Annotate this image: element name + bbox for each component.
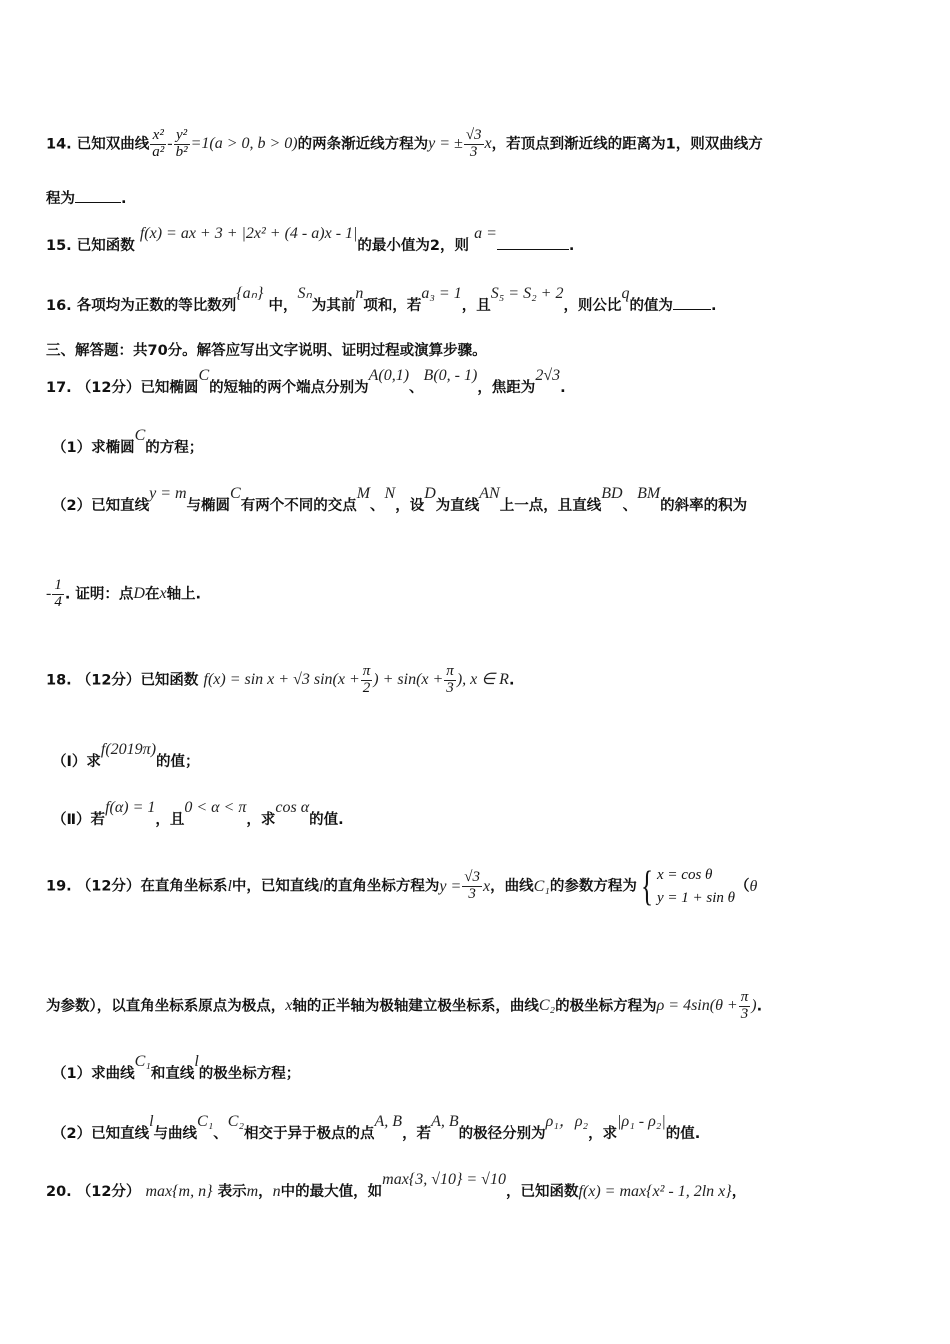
question-19-part-2: （2）已知直线l与曲线C₁、C₂相交于异于极点的点A, B，若A, B的极径分别为ρ₁，ρ₂，求|ρ₁ - ρ₂|的值.	[52, 1113, 701, 1142]
question-14: 14. 已知双曲线 $\frac{\text{x²}}{\text{a²}}$ - $\frac{\text{y²}}{\text{b²}}$ =1(a > 0, b > 0)的两条渐近线方程为y = ± $\frac{√3}{3}$ x，若顶点到渐近线的距离为1，则双曲线方	[46, 127, 763, 160]
question-18: 18. （12分）已知函数 f(x) = sin x + √3 sin(x + $\frac{\pi}{2}$ ) + sin(x + $\frac{\pi}{3}$ ), x ∈ R.	[46, 663, 515, 696]
function-expression: f(x) = ax + 3 + |2x² + (4 - a)x - 1|	[139, 225, 358, 242]
question-19-part-1: （1）求曲线C₁和直线l的极坐标方程；	[52, 1053, 301, 1082]
question-19-cont: 为参数），以直角坐标系原点为极点，x轴的正半轴为极轴建立极坐标系，曲线C₂的极坐标方程为ρ = 4sin(θ + $\frac{\pi}{3}$ ).	[46, 989, 763, 1022]
question-19: 19. （12分）在直角坐标系l中，已知直线l的直角坐标方程为y = $\frac{√3}{3}$ x，曲线C₁的参数方程为{ x = cos θ y = 1 + sin θ （θ	[46, 863, 758, 910]
function-expression: f(x) = max{x² - 1, 2ln x}	[578, 1183, 732, 1200]
hyperbola-condition: =1(a > 0, b > 0)	[190, 135, 298, 153]
slope-product-fraction: $\frac{1}{4}$	[54, 577, 62, 610]
question-17-part-1: （1）求椭圆C的方程；	[52, 427, 204, 456]
parametric-system: x = cos θ y = 1 + sin θ	[657, 867, 736, 906]
hyperbola-x-term: $\frac{\text{x²}}{\text{a²}}$	[152, 127, 165, 160]
question-14-cont: 程为 .	[46, 191, 127, 207]
question-17: 17. （12分）已知椭圆C的短轴的两个端点分别为A(0,1)、B(0, - 1)，焦距为2√3.	[46, 367, 566, 396]
question-17-part-2: （2）已知直线y = m与椭圆C有两个不同的交点M、N，设D为直线AN上一点，且直线BD、BM的斜率的积为	[52, 485, 748, 514]
hyperbola-y-term: $\frac{\text{y²}}{\text{b²}}$	[175, 127, 188, 160]
question-18-part-1: （Ⅰ）求f(2019π)的值；	[52, 741, 200, 770]
question-16: 16. 各项均为正数的等比数列{aₙ} 中，Sₙ为其前n项和，若a₃ = 1，且S₅ = S₂ + 2，则公比q的值为 .	[46, 285, 717, 314]
answer-blank[interactable]	[673, 308, 711, 310]
answer-blank[interactable]	[497, 248, 569, 250]
question-20: 20. （12分） max{m, n} 表示m，n中的最大值，如max{3, √10} = √10，已知函数f(x) = max{x² - 1, 2ln x}，	[46, 1171, 747, 1200]
section-heading: 三、解答题：共70分。解答应写出文字说明、证明过程或演算步骤。	[46, 343, 487, 359]
asymptote-coefficient: $\frac{√3}{3}$	[465, 127, 482, 160]
system-brace: {	[640, 863, 653, 910]
function-expression: f(x) = sin x + √3 sin(x +	[203, 671, 360, 689]
question-15: 15. 已知函数 f(x) = ax + 3 + |2x² + (4 - a)x - 1|的最小值为2，则 a =.	[46, 225, 575, 254]
answer-blank[interactable]	[75, 201, 121, 203]
question-18-part-2: （Ⅱ）若f(α) = 1，且0 < α < π，求cos α的值.	[52, 799, 344, 828]
question-17-part-2-cont: - $\frac{1}{4}$ . 证明：点D在x轴上.	[46, 577, 202, 610]
